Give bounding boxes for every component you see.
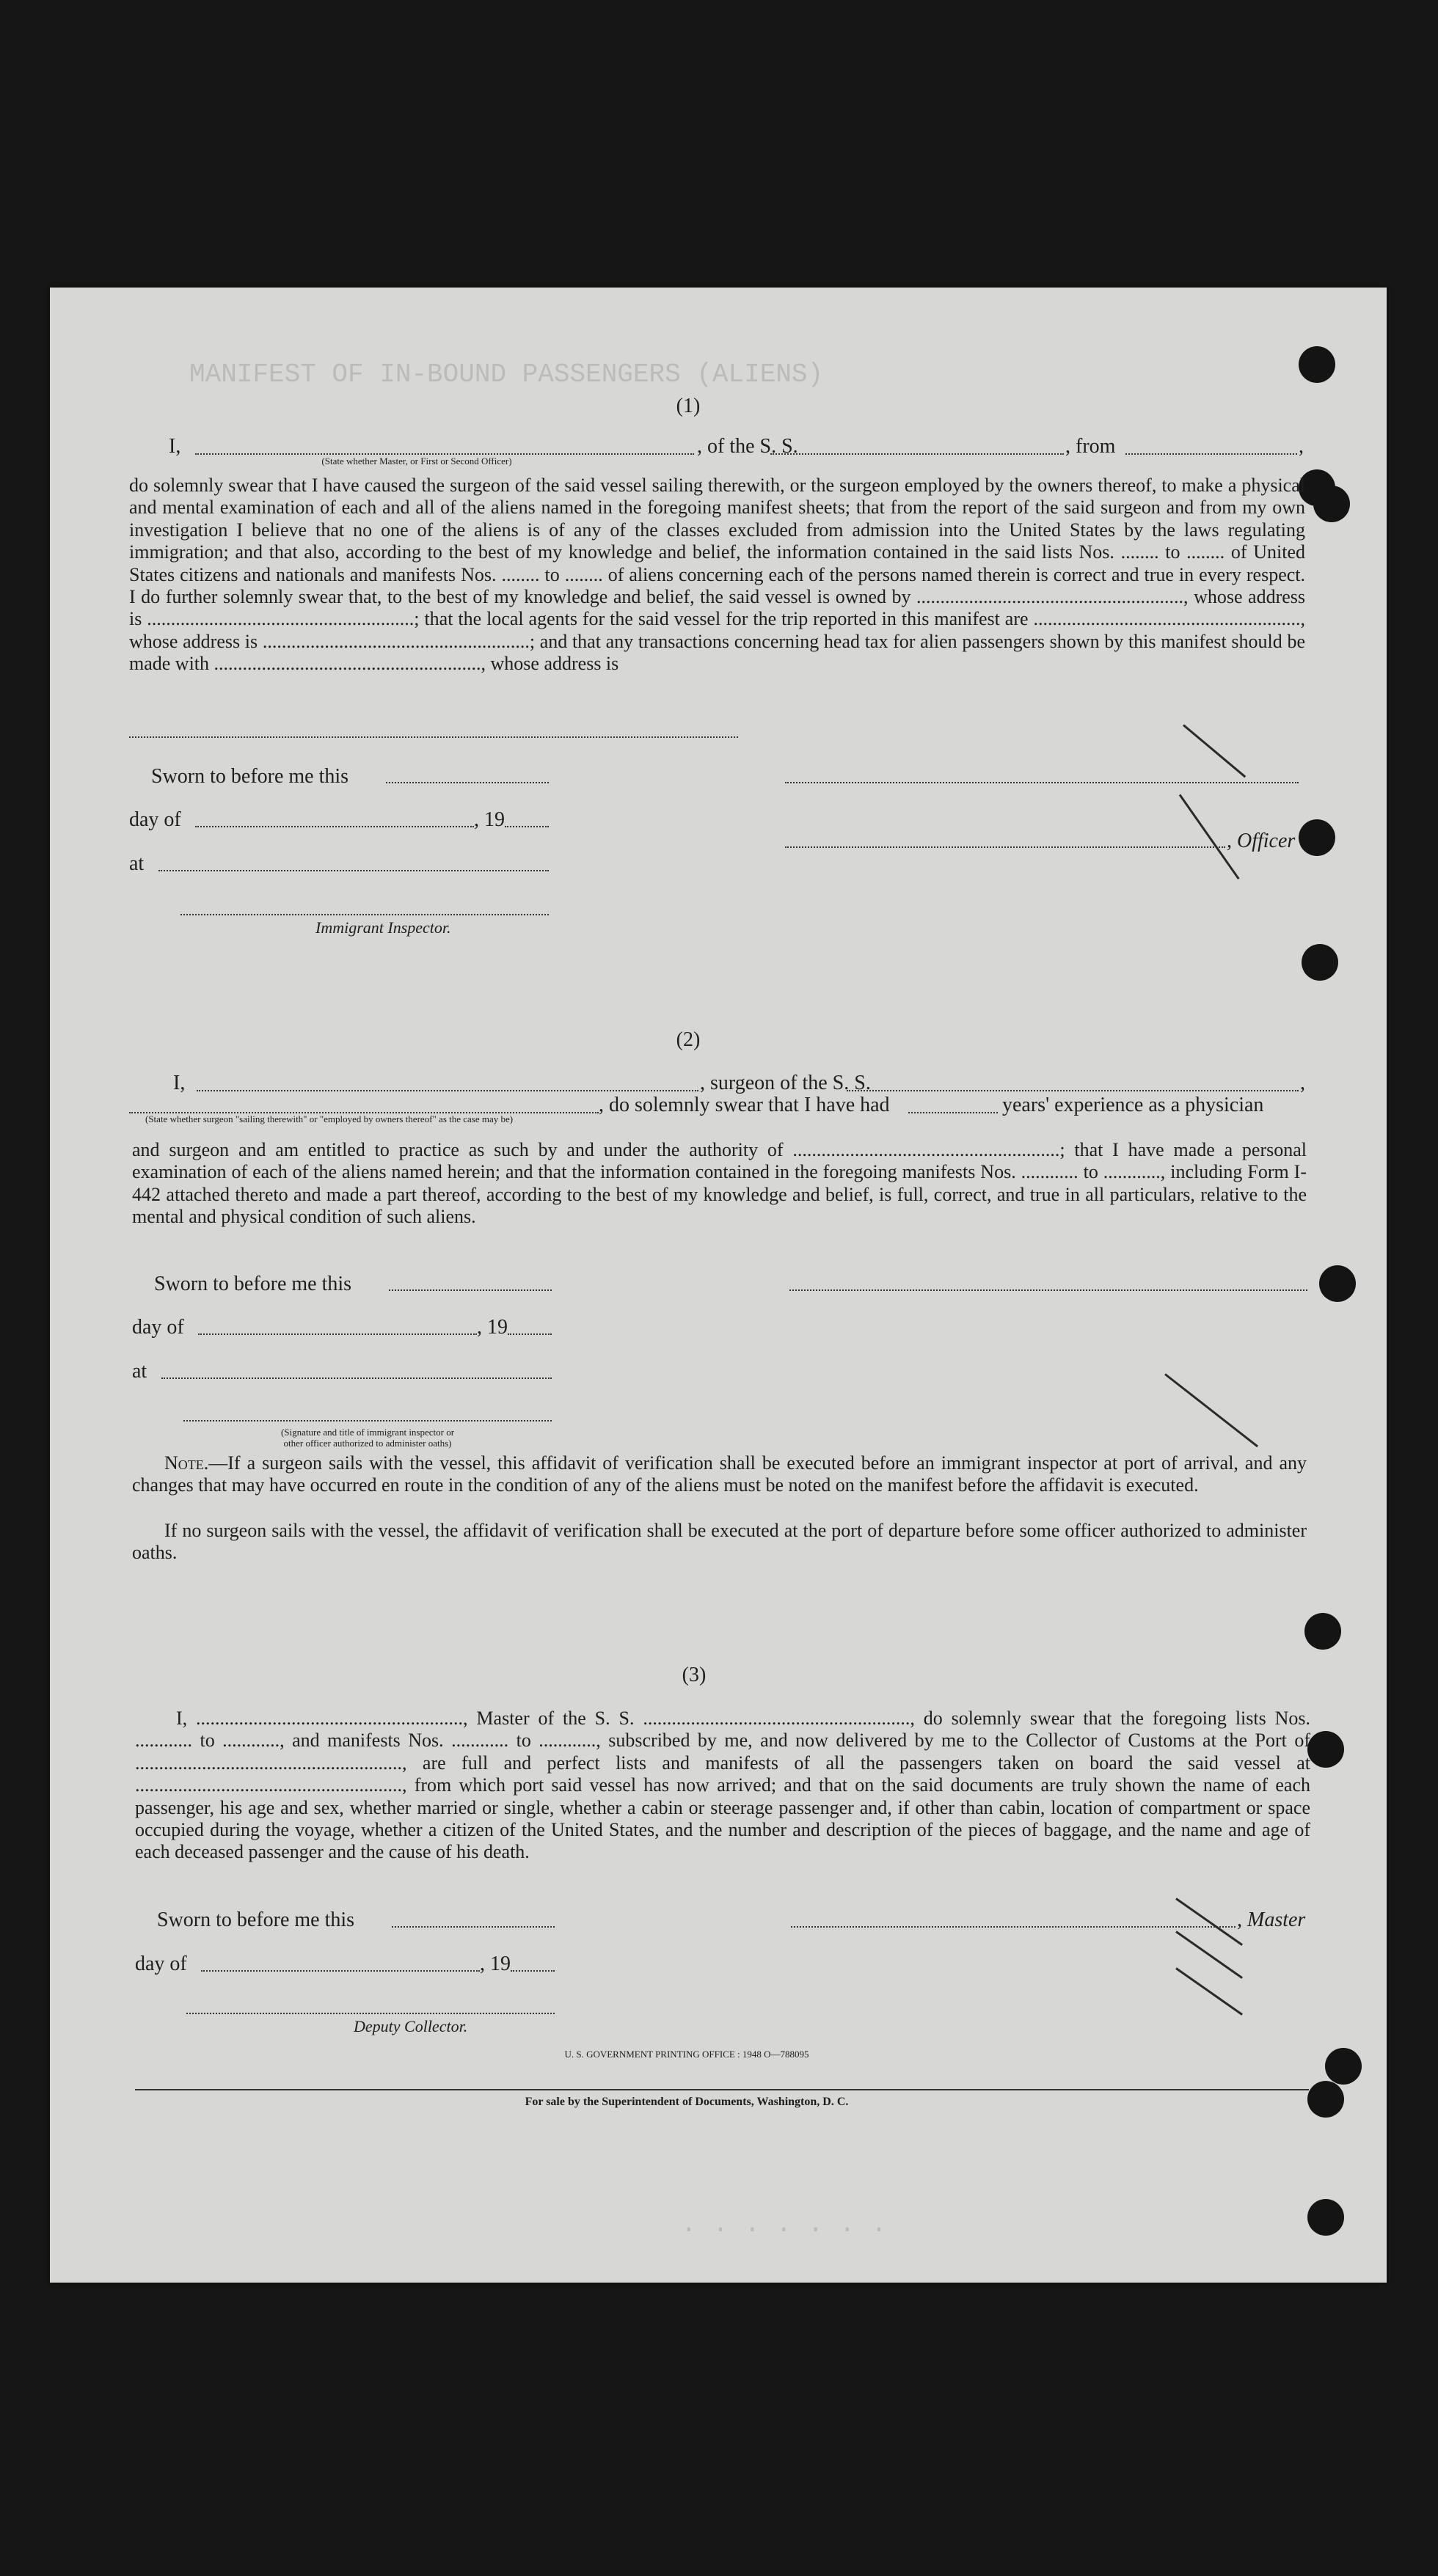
surgeon-of-ss-label: , surgeon of the S. S. (700, 1072, 871, 1094)
inspector-signature-field[interactable] (183, 1420, 552, 1421)
collector-signature-field[interactable] (186, 2013, 555, 2014)
inspector-label: Immigrant Inspector. (315, 918, 451, 937)
surgeon-name-field[interactable] (197, 1090, 698, 1091)
comma: , (1299, 435, 1304, 458)
binder-hole (1302, 944, 1338, 981)
sworn-date-field[interactable] (392, 1926, 555, 1928)
year-field[interactable] (505, 826, 549, 827)
year-label: , 19 (474, 808, 505, 831)
signature-caption-2: other officer authorized to administer oaths) (283, 1438, 452, 1449)
binder-hole (1307, 2199, 1344, 2236)
at-label: at (132, 1360, 147, 1383)
sworn-label: Sworn to before me this (151, 765, 349, 788)
from-port-field[interactable] (1125, 453, 1297, 455)
years-label: years' experience as a physician (1002, 1094, 1264, 1116)
pen-mark (1183, 724, 1246, 777)
day-of-label: day of (132, 1316, 184, 1339)
line-i: I, (173, 1072, 186, 1094)
form-page (50, 288, 1387, 2283)
section-3-heading: (3) (682, 1664, 707, 1686)
printing-office-line: U. S. GOVERNMENT PRINTING OFFICE : 1948 O—788095 (564, 2049, 809, 2060)
swear-label: , do solemnly swear that I have had (599, 1094, 890, 1116)
bleed-through-text: MANIFEST OF IN-BOUND PASSENGERS (ALIENS) (189, 359, 824, 389)
at-place-field[interactable] (158, 870, 549, 871)
pen-mark (1164, 1373, 1258, 1447)
rank-caption: (State whether Master, or First or Second Officer) (321, 455, 512, 466)
binder-hole (1319, 1265, 1356, 1302)
binder-hole (1307, 2081, 1344, 2118)
officer-signature-field[interactable] (785, 846, 1225, 848)
section-2-oath-text: and surgeon and am entitled to practice as such by and under the authority of ........................................................; that I have made a personal examination of each of the aliens named herein; and that the information contained in the foregoing manifests Nos. ............ to ............, including Form I-442 attached thereto and made a part thereof, according to the best of my knowledge and belief, is full, correct, and true in all particulars, relative to the mental and physical condition of such aliens. (132, 1139, 1307, 1228)
officer-signature-upper-field[interactable] (785, 782, 1299, 783)
binder-hole (1304, 1613, 1341, 1650)
bleed-through-text: . . . . . . . (681, 2209, 887, 2239)
section-2-heading: (2) (676, 1028, 701, 1051)
binder-hole (1307, 1731, 1344, 1768)
of-ss-label: , of the S. S. (697, 435, 798, 458)
note-paragraph-2: If no surgeon sails with the vessel, the affidavit of verification shall be executed at the port of departure before some officer authorized to administer oaths. (132, 1520, 1307, 1564)
section-1-heading: (1) (676, 395, 701, 417)
surgeon-signature-field[interactable] (789, 1289, 1307, 1291)
sworn-label: Sworn to before me this (154, 1273, 352, 1295)
day-of-label: day of (135, 1953, 187, 1975)
binder-hole (1299, 346, 1335, 383)
note-text: —If a surgeon sails with the vessel, this affidavit of verification shall be executed before an immigrant inspector at port of arrival, and any changes that may have occurred en route in the condition of any of the aliens must be noted on the manifest before the affidavit is executed. (132, 1452, 1307, 1496)
pen-mark (1175, 1967, 1243, 2016)
sworn-date-field[interactable] (389, 1289, 552, 1291)
binder-hole (1299, 819, 1335, 856)
binder-hole (1313, 486, 1350, 522)
surgeon-status-caption: (State whether surgeon "sailing therewith" or "employed by owners thereof" as the case may be) (145, 1113, 514, 1124)
day-of-label: day of (129, 808, 181, 831)
for-sale-line: For sale by the Superintendent of Documents, Washington, D. C. (525, 2096, 849, 2108)
master-label: , Master (1237, 1909, 1306, 1931)
name-field[interactable] (195, 453, 694, 455)
comma: , (1300, 1072, 1305, 1094)
at-label: at (129, 852, 145, 875)
surgeon-ship-field[interactable] (847, 1090, 1299, 1091)
signature-continuation-line (129, 736, 738, 738)
inspector-signature-field[interactable] (180, 914, 549, 915)
line-i: I, (169, 435, 181, 458)
sworn-date-field[interactable] (386, 782, 549, 783)
master-signature-field[interactable] (791, 1926, 1236, 1928)
binder-hole (1325, 2048, 1362, 2085)
day-of-field[interactable] (198, 1333, 477, 1335)
sworn-label: Sworn to before me this (157, 1909, 355, 1931)
section-1-oath-text: do solemnly swear that I have caused the surgeon of the said vessel sailing therewith, or the surgeon employed by the owners thereof, to make a physical and mental examination of each and all of the aliens named in the foregoing manifest sheets; that from the report of the said surgeon and from my own investigation I believe that no one of the aliens is of any of the classes excluded from admission into the United States by the laws regulating immigration; and that also, according to the best of my knowledge and belief, the information contained in the said lists Nos. ........ to ........ of United States citizens and nationals and manifests Nos. ........ to ........ of aliens concerning each of the persons named therein is correct and true in every respect. I do further solemnly swear that, to the best of my knowledge and belief, the said vessel is owned by ........................................................, whose address is ........................................................; that the local agents for the said vessel for the trip reported in this manifest are ........................................................, whose address is ........................................................; and that any transactions concerning head tax for alien passengers shown by this manifest should be made with ........................................................, whose address is (129, 475, 1305, 675)
note-paragraph (132, 1452, 1307, 1497)
year-label: , 19 (480, 1953, 511, 1975)
year-field[interactable] (511, 1970, 555, 1972)
year-label: , 19 (477, 1316, 508, 1339)
day-of-field[interactable] (195, 826, 474, 827)
from-label: , from (1065, 435, 1116, 458)
footer-rule (135, 2089, 1309, 2090)
officer-label: , Officer (1227, 830, 1296, 852)
collector-label: Deputy Collector. (354, 2017, 468, 2035)
note-label: Note. (164, 1452, 209, 1474)
years-experience-field[interactable] (908, 1112, 998, 1113)
day-of-field[interactable] (201, 1970, 480, 1972)
ship-name-field[interactable] (770, 453, 1064, 455)
section-3-oath-text: I, ........................................................, Master of the S. S. ........................................................, do solemnly swear that the foregoing lists Nos. ............ to ............, and manifests Nos. ............ to ............, subscribed by me, and now delivered by me to the Collector of Customs at the Port of ........................................................, are full and perfect lists and manifests of all the passengers taken on board the said vessel at ........................................................, from which port said vessel has now arrived; and that on the said documents are truly shown the name of each passenger, his age and sex, whether married or single, whether a cabin or steerage passenger and, if other than cabin, location of compartment or space occupied during the voyage, whether a citizen of the United States, and the number and description of the pieces of baggage, and the name and age of each deceased passenger and the cause of his death. (135, 1708, 1310, 1863)
at-place-field[interactable] (161, 1377, 552, 1379)
signature-caption-1: (Signature and title of immigrant inspector or (280, 1427, 455, 1438)
year-field[interactable] (508, 1333, 552, 1335)
